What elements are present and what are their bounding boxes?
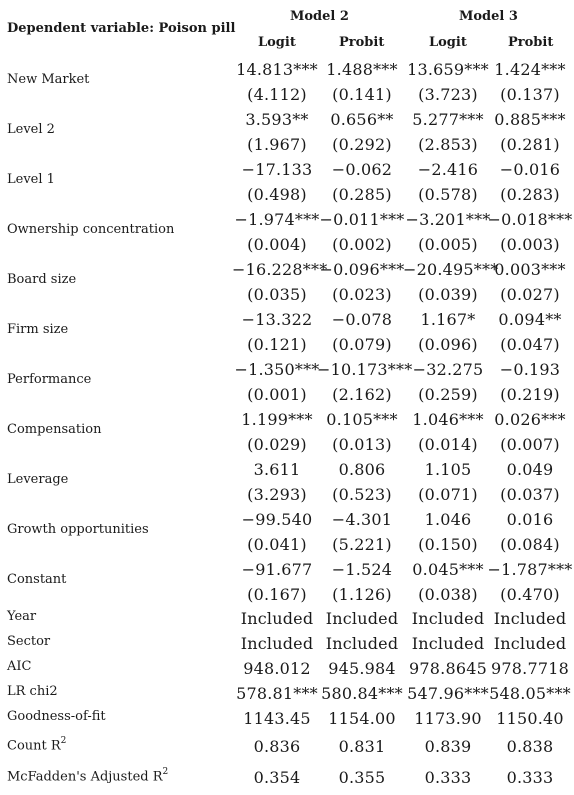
- stat-label: LR chi2: [7, 684, 58, 699]
- std-error-cell: (0.523): [332, 485, 392, 504]
- stat-value-cell: 0.333: [506, 768, 554, 787]
- stat-value-cell: Included: [411, 609, 485, 628]
- row-label: Constant: [7, 572, 67, 587]
- std-error-cell: (0.029): [247, 435, 307, 454]
- std-error-cell: (0.027): [500, 285, 560, 304]
- coefficient-cell: 0.045***: [412, 560, 484, 579]
- subhead-probit: Probit: [339, 35, 385, 50]
- std-error-cell: (0.137): [500, 85, 560, 104]
- std-error-cell: (0.013): [332, 435, 392, 454]
- coefficient-cell: −0.078: [331, 310, 393, 329]
- stat-label: McFadden's Adjusted $R^2$: [7, 767, 169, 785]
- std-error-cell: (0.096): [418, 335, 478, 354]
- stat-value-cell: 0.355: [338, 768, 386, 787]
- coefficient-cell: −13.322: [241, 310, 313, 329]
- stat-value-cell: 580.84***: [321, 684, 403, 703]
- row-label: Board size: [7, 272, 77, 287]
- coefficient-cell: 1.488***: [326, 60, 398, 79]
- stat-value-cell: 1154.00: [328, 709, 396, 728]
- coefficient-cell: −0.018***: [487, 210, 573, 229]
- stat-value-cell: 0.333: [424, 768, 472, 787]
- coefficient-cell: −3.201***: [405, 210, 491, 229]
- coefficient-cell: 1.105: [424, 460, 472, 479]
- std-error-cell: (0.498): [247, 185, 307, 204]
- stat-label: Year: [7, 609, 37, 624]
- coefficient-cell: −0.096***: [319, 260, 405, 279]
- stat-label: Goodness-of-fit: [7, 709, 106, 724]
- coefficient-cell: −0.193: [499, 360, 561, 379]
- dependent-variable-label: Dependent variable: Poison pill: [7, 21, 236, 36]
- row-label: New Market: [7, 72, 90, 87]
- row-label: Performance: [7, 372, 92, 387]
- std-error-cell: (0.079): [332, 335, 392, 354]
- stat-label: Count $R^2$: [7, 736, 67, 754]
- coefficient-cell: −20.495***: [403, 260, 499, 279]
- coefficient-cell: −17.133: [241, 160, 313, 179]
- std-error-cell: (0.071): [418, 485, 478, 504]
- coefficient-cell: −1.974***: [234, 210, 320, 229]
- stat-value-cell: 578.81***: [236, 684, 318, 703]
- std-error-cell: (2.162): [332, 385, 392, 404]
- coefficient-cell: −1.787***: [487, 560, 573, 579]
- coefficient-cell: −32.275: [412, 360, 484, 379]
- std-error-cell: (0.470): [500, 585, 560, 604]
- std-error-cell: (0.219): [500, 385, 560, 404]
- stat-value-cell: 548.05***: [489, 684, 571, 703]
- coefficient-cell: 14.813***: [236, 60, 318, 79]
- coefficient-cell: −1.524: [331, 560, 393, 579]
- coefficient-cell: 0.049: [506, 460, 554, 479]
- row-label: Level 1: [7, 172, 55, 187]
- std-error-cell: (0.007): [500, 435, 560, 454]
- coefficient-cell: 0.656**: [330, 110, 394, 129]
- std-error-cell: (2.853): [418, 135, 478, 154]
- std-error-cell: (3.293): [247, 485, 307, 504]
- coefficient-cell: 13.659***: [407, 60, 489, 79]
- stat-value-cell: 1173.90: [414, 709, 482, 728]
- stat-value-cell: 978.8645: [409, 659, 487, 678]
- coefficient-cell: 0.094**: [498, 310, 562, 329]
- stat-value-cell: 0.839: [424, 737, 472, 756]
- std-error-cell: (0.035): [247, 285, 307, 304]
- std-error-cell: (0.285): [332, 185, 392, 204]
- coefficient-cell: 0.105***: [326, 410, 398, 429]
- row-label: Compensation: [7, 422, 102, 437]
- coefficient-cell: −2.416: [417, 160, 479, 179]
- std-error-cell: (0.283): [500, 185, 560, 204]
- std-error-cell: (0.084): [500, 535, 560, 554]
- std-error-cell: (0.037): [500, 485, 560, 504]
- coefficient-cell: 0.806: [338, 460, 386, 479]
- std-error-cell: (0.167): [247, 585, 307, 604]
- stat-value-cell: Included: [325, 609, 399, 628]
- stat-value-cell: Included: [493, 634, 567, 653]
- subhead-logit: Logit: [429, 35, 467, 50]
- stat-value-cell: 0.838: [506, 737, 554, 756]
- coefficient-cell: 1.199***: [241, 410, 313, 429]
- stat-value-cell: Included: [240, 634, 314, 653]
- stat-value-cell: 978.7718: [491, 659, 569, 678]
- std-error-cell: (0.041): [247, 535, 307, 554]
- coefficient-cell: 0.003***: [494, 260, 566, 279]
- coefficient-cell: 1.424***: [494, 60, 566, 79]
- stat-label: AIC: [7, 659, 32, 674]
- std-error-cell: (0.039): [418, 285, 478, 304]
- std-error-cell: (0.005): [418, 235, 478, 254]
- coefficient-cell: −0.062: [331, 160, 393, 179]
- std-error-cell: (0.121): [247, 335, 307, 354]
- subhead-logit: Logit: [258, 35, 296, 50]
- stat-value-cell: Included: [411, 634, 485, 653]
- coefficient-cell: 5.277***: [412, 110, 484, 129]
- stat-value-cell: Included: [240, 609, 314, 628]
- stat-value-cell: 948.012: [243, 659, 311, 678]
- coefficient-cell: 3.593**: [245, 110, 309, 129]
- stat-value-cell: 1150.40: [496, 709, 564, 728]
- stat-value-cell: Included: [325, 634, 399, 653]
- stat-label: Sector: [7, 634, 51, 649]
- std-error-cell: (0.003): [500, 235, 560, 254]
- stat-value-cell: 0.354: [253, 768, 301, 787]
- std-error-cell: (4.112): [247, 85, 307, 104]
- std-error-cell: (0.281): [500, 135, 560, 154]
- std-error-cell: (0.047): [500, 335, 560, 354]
- coefficient-cell: −0.016: [499, 160, 561, 179]
- coefficient-cell: −4.301: [331, 510, 393, 529]
- coefficient-cell: 0.016: [506, 510, 554, 529]
- std-error-cell: (0.578): [418, 185, 478, 204]
- std-error-cell: (1.126): [332, 585, 392, 604]
- stat-value-cell: Included: [493, 609, 567, 628]
- coefficient-cell: −91.677: [241, 560, 313, 579]
- coefficient-cell: −1.350***: [234, 360, 320, 379]
- subhead-probit: Probit: [508, 35, 554, 50]
- stat-value-cell: 945.984: [328, 659, 396, 678]
- coefficient-cell: −16.228***: [232, 260, 328, 279]
- std-error-cell: (0.141): [332, 85, 392, 104]
- coefficient-cell: 1.046: [424, 510, 472, 529]
- model-3-header: Model 3: [459, 9, 518, 24]
- coefficient-cell: 3.611: [253, 460, 301, 479]
- std-error-cell: (0.259): [418, 385, 478, 404]
- stat-value-cell: 0.831: [338, 737, 386, 756]
- std-error-cell: (0.292): [332, 135, 392, 154]
- coefficient-cell: 0.026***: [494, 410, 566, 429]
- std-error-cell: (1.967): [247, 135, 307, 154]
- std-error-cell: (0.004): [247, 235, 307, 254]
- coefficient-cell: −99.540: [241, 510, 313, 529]
- coefficient-cell: −10.173***: [317, 360, 413, 379]
- std-error-cell: (0.001): [247, 385, 307, 404]
- stat-value-cell: 1143.45: [243, 709, 311, 728]
- coefficient-cell: −0.011***: [319, 210, 405, 229]
- model-2-header: Model 2: [290, 9, 349, 24]
- row-label: Ownership concentration: [7, 222, 175, 237]
- coefficient-cell: 1.167*: [420, 310, 476, 329]
- stat-value-cell: 0.836: [253, 737, 301, 756]
- std-error-cell: (0.038): [418, 585, 478, 604]
- row-label: Level 2: [7, 122, 55, 137]
- std-error-cell: (0.002): [332, 235, 392, 254]
- coefficient-cell: 0.885***: [494, 110, 566, 129]
- std-error-cell: (0.150): [418, 535, 478, 554]
- row-label: Growth opportunities: [7, 522, 149, 537]
- coefficient-cell: 1.046***: [412, 410, 484, 429]
- row-label: Leverage: [7, 472, 69, 487]
- std-error-cell: (3.723): [418, 85, 478, 104]
- std-error-cell: (0.014): [418, 435, 478, 454]
- std-error-cell: (5.221): [332, 535, 392, 554]
- row-label: Firm size: [7, 322, 69, 337]
- stat-value-cell: 547.96***: [407, 684, 489, 703]
- std-error-cell: (0.023): [332, 285, 392, 304]
